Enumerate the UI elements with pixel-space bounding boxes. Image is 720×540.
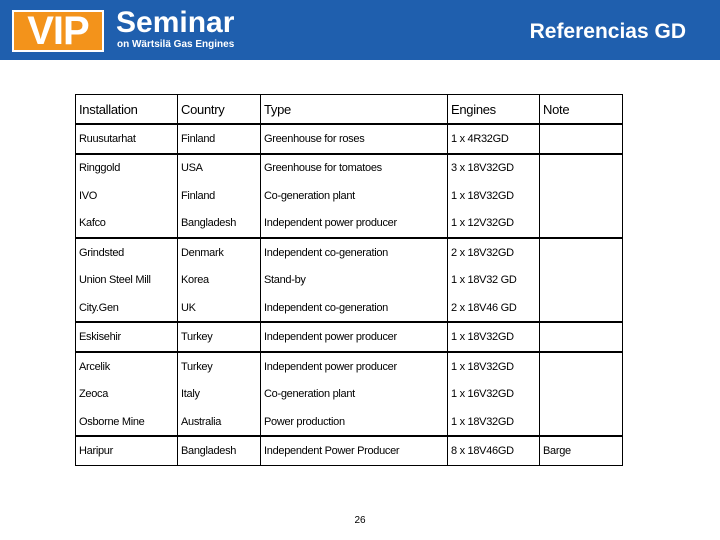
table-cell: Independent power producer (261, 352, 448, 381)
table-cell: 1 x 12V32GD (448, 209, 540, 238)
table-header-row (76, 95, 623, 125)
table-cell: Greenhouse for roses (261, 124, 448, 154)
table-cell: Greenhouse for tomatoes (261, 154, 448, 183)
table-cell (540, 238, 623, 267)
table-cell (540, 266, 623, 293)
table-cell (540, 294, 623, 323)
table-cell: 1 x 4R32GD (448, 124, 540, 154)
table-cell: Union Steel Mill (76, 266, 178, 293)
table-cell: Co-generation plant (261, 380, 448, 407)
table-cell (540, 154, 623, 183)
seminar-subtitle: on Wärtsilä Gas Engines (117, 39, 235, 50)
table-cell: 1 x 16V32GD (448, 380, 540, 407)
table-cell: Osborne Mine (76, 408, 178, 437)
column-header: Country (178, 95, 261, 125)
table-cell (540, 352, 623, 381)
table-cell: UK (178, 294, 261, 323)
table-cell: Grindsted (76, 238, 178, 267)
table-cell: 1 x 18V32GD (448, 352, 540, 381)
table-row (76, 266, 623, 293)
table-row (76, 436, 623, 465)
table-cell: Power production (261, 408, 448, 437)
table-cell: Turkey (178, 322, 261, 352)
table-cell: Kafco (76, 209, 178, 238)
table-cell: Independent power producer (261, 209, 448, 238)
table-cell: USA (178, 154, 261, 183)
table-cell (540, 209, 623, 238)
slide-title: Referencias GD (529, 20, 686, 43)
table-cell: 2 x 18V46 GD (448, 294, 540, 323)
vip-logo: VIP (12, 10, 104, 52)
table-cell: Independent Power Producer (261, 436, 448, 465)
table-cell (540, 322, 623, 352)
table-cell: Eskisehir (76, 322, 178, 352)
table-cell (540, 408, 623, 437)
header-bar (0, 0, 720, 60)
table-cell: 1 x 18V32GD (448, 182, 540, 209)
column-header: Note (540, 95, 623, 125)
table-cell: Co-generation plant (261, 182, 448, 209)
table-row (76, 380, 623, 407)
table-row (76, 322, 623, 352)
table-cell: Barge (540, 436, 623, 465)
references-table (75, 94, 623, 466)
table-cell: Finland (178, 124, 261, 154)
table-cell: Ruusutarhat (76, 124, 178, 154)
table-cell: Arcelik (76, 352, 178, 381)
table-cell: 2 x 18V32GD (448, 238, 540, 267)
table-cell: Haripur (76, 436, 178, 465)
table-cell: City.Gen (76, 294, 178, 323)
table-cell: Independent co-generation (261, 294, 448, 323)
table-row (76, 352, 623, 381)
table-cell: Ringgold (76, 154, 178, 183)
table-cell (540, 124, 623, 154)
table-cell: 1 x 18V32GD (448, 322, 540, 352)
table-cell: Stand-by (261, 266, 448, 293)
column-header: Type (261, 95, 448, 125)
table-row (76, 182, 623, 209)
table-cell: 1 x 18V32 GD (448, 266, 540, 293)
table-cell: IVO (76, 182, 178, 209)
table-row (76, 124, 623, 154)
table-cell: Bangladesh (178, 436, 261, 465)
table-cell: Australia (178, 408, 261, 437)
table-row (76, 238, 623, 267)
page-number: 26 (354, 515, 366, 526)
seminar-logo-text: Seminar (116, 6, 235, 39)
table-cell: 3 x 18V32GD (448, 154, 540, 183)
table-cell: Zeoca (76, 380, 178, 407)
table-cell (540, 380, 623, 407)
table-cell: 8 x 18V46GD (448, 436, 540, 465)
table-row (76, 209, 623, 238)
table-cell (540, 182, 623, 209)
table-cell: 1 x 18V32GD (448, 408, 540, 437)
table-row (76, 154, 623, 183)
table-cell: Korea (178, 266, 261, 293)
table-cell: Independent co-generation (261, 238, 448, 267)
column-header: Installation (76, 95, 178, 125)
table-row (76, 408, 623, 437)
table-cell: Finland (178, 182, 261, 209)
table-row (76, 294, 623, 323)
table-cell: Turkey (178, 352, 261, 381)
column-header: Engines (448, 95, 540, 125)
table-cell: Denmark (178, 238, 261, 267)
table-cell: Italy (178, 380, 261, 407)
table-cell: Independent power producer (261, 322, 448, 352)
table-cell: Bangladesh (178, 209, 261, 238)
